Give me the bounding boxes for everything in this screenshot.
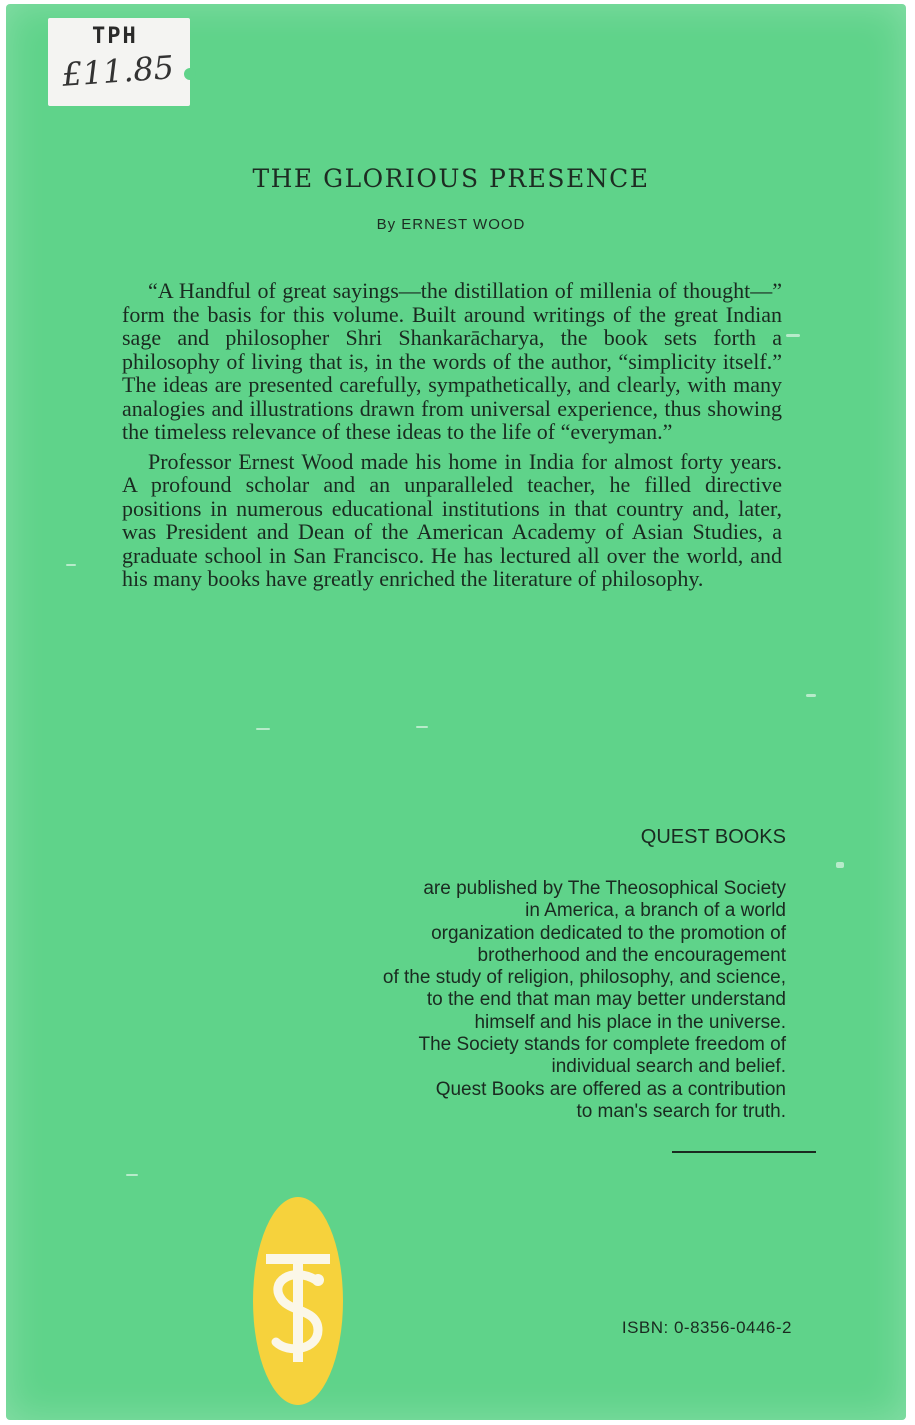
blurb-paragraph-author-bio: Professor Ernest Wood made his home in India for almost forty years. A profound scholar and an unparalleled teacher, he filled directive positions in numerous educational institutions in that country and, later, was President and Dean of the American Academy of Asian Studies, a graduate school in San Francisco. He has lectured all over the world, and his many books have greatly enriched the literature of philosophy. [122,448,782,591]
publisher-statement-line: individual search and belief. [551,1056,786,1078]
blurb-text [122,279,782,597]
sticker-store-code: TPH [92,24,138,49]
sticker-notch [184,68,196,80]
publisher-statement-line: to man's search for truth. [576,1100,786,1122]
publisher-statement-line: brotherhood and the encouragement [477,944,786,966]
publisher-statement-line: in America, a branch of a world [525,900,786,922]
book-back-cover [6,4,906,1420]
price-sticker [48,18,190,106]
wear-mark [66,564,76,566]
blurb-paragraph-summary: “A Handful of great sayings—the distillation of millenia of thought—” form the basis for this volume. Built around writings of the great Indian sage and philosopher Shri Shankarācharya, the book sets forth a philosophy of living that is, in the words of the author, “simplicity itself.” The ideas are presented carefully, sympathetically, and clearly, with many analogies and illustrations drawn from universal experience, thus showing the timeless relevance of these ideas to the life of “everyman.” [122,278,782,444]
wear-mark [836,862,844,868]
wear-mark [256,728,270,730]
publisher-statement [206,878,786,1123]
publisher-statement-line: organization dedicated to the promotion of [431,922,786,944]
publisher-statement-line: of the study of religion, philosophy, and science, [382,967,786,989]
wear-mark [416,726,428,728]
publisher-heading: QUEST BOOKS [640,826,786,848]
publisher-statement-line: are published by The Theosophical Society [423,878,786,899]
quest-books-logo-icon [252,1196,344,1406]
sticker-price: £11.85 [60,48,176,94]
publisher-statement-line: Quest Books are offered as a contribution [435,1078,786,1100]
wear-mark [786,334,800,337]
publisher-statement-line: The Society stands for complete freedom of [418,1034,786,1056]
divider-rule [672,1151,816,1153]
publisher-statement-line: to the end that man may better understand [426,989,786,1011]
wear-mark [126,1174,138,1176]
book-title: THE GLORIOUS PRESENCE [252,164,650,193]
publisher-statement-line: himself and his place in the universe. [474,1011,786,1033]
isbn-number: ISBN: 0-8356-0446-2 [621,1318,792,1337]
book-byline: By ERNEST WOOD [376,216,526,233]
wear-mark [806,694,816,697]
